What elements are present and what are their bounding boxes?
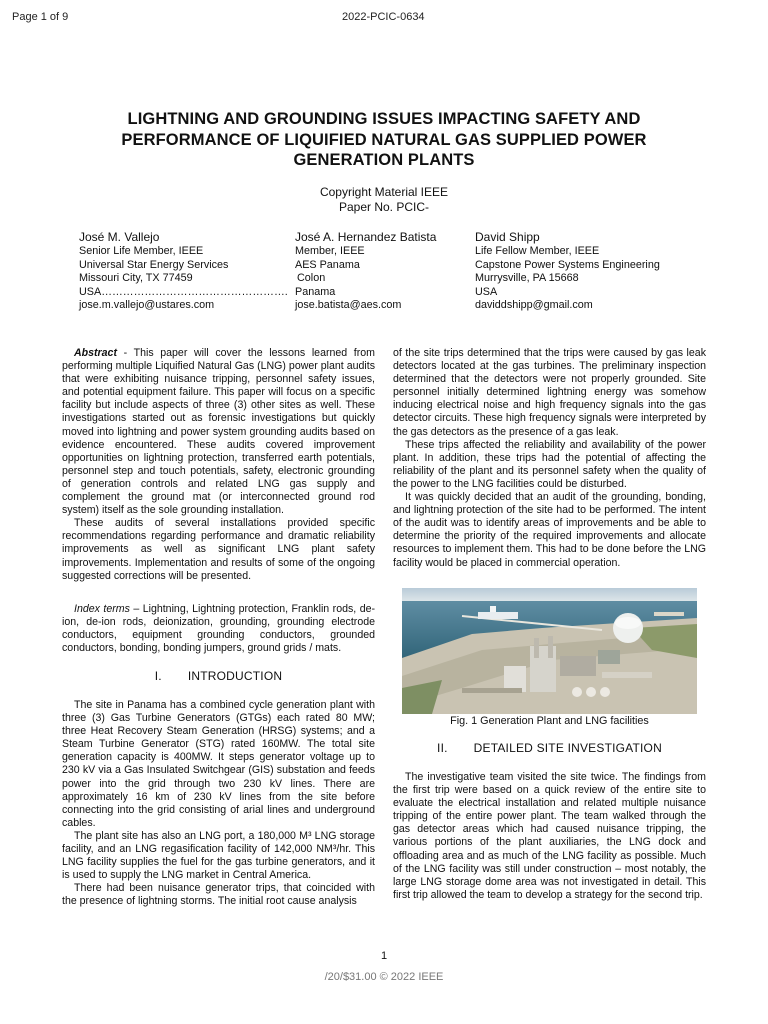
body-paragraph: The site in Panama has a combined cycle generation plant with three (3) Gas Turbine Generators (GTGs) each rated 80 MW; three Heat Recovery Steam Generation (HRSG) systems; and a Steam Turbine Generator (STG) rated 160MW. The total site generation capacity is 400MW. It steps generator voltage up to 230 kV via a Gas Insulated Switchgear (GIS) substation and feeds power into the grid through two 230 kV lines. There are approximately 16 km of 230 kV lines from the site before connecting into the grid consisting of arial lines and underground cables. — [62, 699, 375, 829]
abstract-section — [62, 347, 375, 583]
title-line-2: PERFORMANCE OF LIQUIFIED NATURAL GAS SUPPLIED POWER — [121, 130, 647, 149]
author-country: USA — [475, 285, 498, 298]
plant-aerial-image — [402, 588, 697, 714]
page-indicator: Page 1 of 9 — [12, 11, 69, 23]
index-terms-label: Index terms — [74, 603, 130, 615]
section-number: I. — [154, 669, 162, 683]
author-city: Missouri City, TX 77459 — [79, 272, 193, 285]
copyright-footer: /20/$31.00 © 2022 IEEE — [324, 971, 444, 983]
author-country: USA……………………………………………. — [79, 285, 288, 298]
body-paragraph: The plant site has also an LNG port, a 180,000 M³ LNG storage facility, and an LNG regasification facility of 142,000 NM³/hr. This LNG facility supplies the fuel for the gas turbine generators, and it is used to supply the LNG market in Central America. — [62, 829, 375, 882]
author-grade: Member, IEEE — [295, 245, 365, 257]
right-column-body — [393, 347, 706, 570]
body-paragraph: There had been nuisance generator trips, that coincided with the presence of lightning storms. The initial root cause analysis — [62, 882, 375, 908]
body-paragraph: of the site trips determined that the trips were caused by gas leak detectors located at the gas turbines. The preliminary inspection determined that the detectors were not properly grounded. Site personnel initially determined lightning energy was somehow inducing electrical noise and high frequency signals into the gas detector circuits. These high frequency signals were interpreted by the gas detectors as the presence of a gas leak. — [393, 347, 706, 438]
section-heading-introduction — [62, 669, 375, 683]
copyright-block — [234, 185, 534, 214]
author-city: Murrysville, PA 15668 — [475, 272, 579, 285]
figure-photo — [402, 588, 697, 714]
abstract-paragraph-2: These audits of several installations provided specific recommendations regarding performance and dramatic reliability improvements as well as significant LNG plant safety improvements. Implementation and results of some of the ongoing suggested corrections will be presented. — [62, 517, 375, 582]
copyright-line: Copyright Material IEEE — [319, 185, 449, 199]
paper-number: Paper No. PCIC- — [338, 199, 430, 214]
author-name: José M. Vallejo — [79, 230, 160, 244]
index-terms-text: – Lightning, Lightning protection, Franklin rods, de-ion, de-ion rods, deionization, grounding, grounding electrode conductors, equipment grounding conductors, grounded conductors, bonding, bonding jumpers, ground grids / mats. — [62, 603, 376, 655]
section-heading-site-investigation — [393, 741, 706, 755]
introduction-body — [62, 699, 375, 909]
section-title: INTRODUCTION — [187, 669, 283, 683]
author-email: daviddshipp@gmail.com — [475, 299, 593, 312]
title-line-1: LIGHTNING AND GROUNDING ISSUES IMPACTING SAFETY AND — [127, 110, 641, 128]
author-email: jose.m.vallejo@ustares.com — [79, 299, 215, 312]
author-name: David Shipp — [475, 230, 540, 244]
paper-id: 2022-PCIC-0634 — [342, 11, 425, 23]
index-terms — [62, 603, 375, 655]
author-grade: Life Fellow Member, IEEE — [475, 245, 600, 257]
abstract-label: Abstract — [74, 347, 117, 359]
author-grade: Senior Life Member, IEEE — [79, 245, 204, 257]
body-paragraph: It was quickly decided that an audit of the grounding, bonding, and lightning protection of the site had to be performed. The intent of the audit was to identify areas of improvements and be able to determine the priority of the required improvements and allocate resources to implement them. This had to be done before the LNG facility would be placed in commercial operation. — [393, 491, 706, 569]
author-email: jose.batista@aes.com — [295, 299, 402, 312]
title-line-3: GENERATION PLANTS — [293, 151, 475, 169]
abstract-text: - This paper will cover the lessons learned from performing multiple Liquified Natural Gas (LNG) power plant audits that were exhibiting nuisance tripping, personnel safety issues, and potential equipment failure. This paper will focus on a specific facility but include aspects of three (3) other sites as well. These investigations started out as forensic investigations but quickly moved into lightning and power system grounding audits based on evidence encountered. These audits covered improvement opportunities on lightning protection, transferred earth potentials, personnel step and touch potentials, safety, electronic grounding of generation controls and related LNG gas supply and complement the ground mat (or interconnected ground rod system) itself as the sole grounding installation. — [62, 347, 375, 517]
body-paragraph: These trips affected the reliability and availability of the power plant. In addition, these trips had the potential of affecting the reliability of the plant and its personnel safety when the quality of the power to the LNG facilities could be disturbed. — [393, 438, 706, 490]
section-title: DETAILED SITE INVESTIGATION — [473, 741, 662, 755]
author-block-2 — [295, 229, 436, 313]
figure-caption: Fig. 1 Generation Plant and LNG facilities — [450, 715, 649, 727]
paper-title — [70, 109, 698, 171]
index-terms-paragraph — [62, 603, 375, 655]
site-investigation-body — [393, 771, 706, 902]
author-affiliation: Capstone Power Systems Engineering — [475, 258, 660, 271]
author-city: Colon — [297, 272, 326, 285]
author-name: José A. Hernandez Batista — [295, 230, 437, 244]
author-affiliation: AES Panama — [295, 258, 360, 271]
body-paragraph: The investigative team visited the site twice. The findings from the first trip were based on a quick review of the entire site to evaluate the electrical installation and related multiple nuisance tripping of the entire power plant. The team walked through the gas detector areas which had caused nuisance tripping, the various portions of the plant auxiliaries, the LNG dock and offloading area and as much of the LNG facility as possible. Much of the LNG facility was still under construction – most notably, the large LNG storage dome area was not investigated in detail. This first trip allowed the team to develop a strategy for the second trip. — [393, 771, 706, 901]
section-number: II. — [437, 741, 448, 755]
abstract-paragraph — [62, 347, 375, 517]
page-number: 1 — [380, 950, 388, 962]
author-block-1 — [79, 229, 288, 313]
author-affiliation: Universal Star Energy Services — [79, 258, 229, 271]
author-block-3 — [475, 229, 660, 313]
author-country: Panama — [295, 285, 336, 298]
